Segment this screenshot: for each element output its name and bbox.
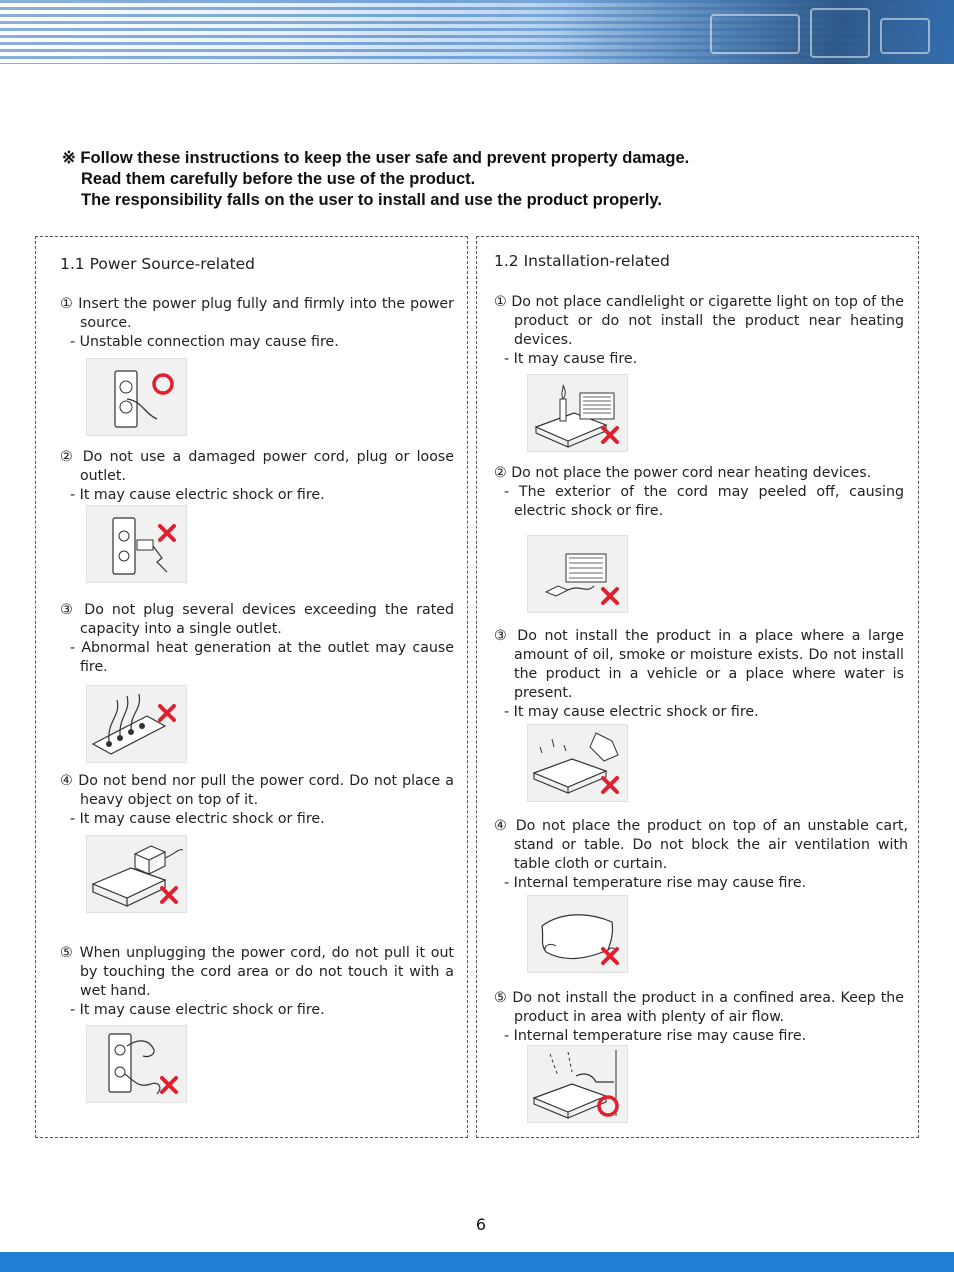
wrong-mark-icon [600,425,620,445]
correct-mark-icon [151,372,175,396]
installation-item-2: ② Do not place the power cord near heating devices. - The exterior of the cord may peeled off, causing electric shock or fire. [494,465,904,519]
candle-near-heater-icon [527,374,628,452]
notice-line-1: ※ Follow these instructions to keep the user safe and prevent property damage. [62,149,690,167]
notice-line-3: The responsibility falls on the user to install and use the product properly. [81,191,662,209]
installation-section-title: 1.2 Installation-related [494,252,670,270]
ventilated-product-icon [527,1045,628,1123]
wrong-mark-icon [600,775,620,795]
wrong-mark-icon [600,946,620,966]
wet-hand-unplug-icon [86,1025,187,1103]
wrong-mark-icon [157,703,177,723]
installation-item-4: ④ Do not place the product on top of an unstable cart, stand or table. Do not block the air ventilation with table cloth or curtain. - Internal temperature rise may cause fire. [494,818,908,891]
bottom-bar [0,1252,954,1272]
installation-item-1: ① Do not place candlelight or cigarette light on top of the product or do not install the product near heating devices. - It may cause fire. [494,294,904,367]
safety-notice [62,148,822,211]
moisture-icon [527,724,628,802]
cord-near-heater-icon [527,535,628,613]
wrong-mark-icon [159,885,179,905]
top-banner [0,0,954,64]
heavy-object-on-cord-icon [86,835,187,913]
power-item-3: ③ Do not plug several devices exceeding the rated capacity into a single outlet. - Abnormal heat generation at the outlet may cause fire. [60,602,454,675]
wrong-mark-icon [159,1075,179,1095]
power-item-2: ② Do not use a damaged power cord, plug or loose outlet. - It may cause electric shock or fire. [60,449,454,503]
covered-product-icon [527,895,628,973]
wrong-mark-icon [157,523,177,543]
wrong-mark-icon [600,586,620,606]
notice-line-2: Read them carefully before the use of the product. [81,170,476,188]
plug-in-outlet-icon [86,358,187,436]
banner-product-image [560,0,954,64]
damaged-plug-icon [86,505,187,583]
power-section-title: 1.1 Power Source-related [60,255,256,273]
power-item-5: ⑤ When unplugging the power cord, do not pull it out by touching the cord area or do not touch it with a wet hand. - It may cause electric shock or fire. [60,945,454,1018]
page-number: 6 [475,1215,487,1234]
correct-mark-icon [596,1094,620,1118]
power-item-1: ① Insert the power plug fully and firmly into the power source. - Unstable connection may cause fire. [60,296,454,350]
power-item-4: ④ Do not bend nor pull the power cord. Do not place a heavy object on top of it. - It may cause electric shock or fire. [60,773,454,827]
overloaded-power-strip-icon [86,685,187,763]
installation-item-3: ③ Do not install the product in a place where a large amount of oil, smoke or moisture exists. Do not install the product in a vehicle or a place where water is present. - It may cause electric shock or fire. [494,628,904,720]
installation-item-5: ⑤ Do not install the product in a confined area. Keep the product in area with plenty of air flow. - Internal temperature rise may cause fire. [494,990,904,1044]
